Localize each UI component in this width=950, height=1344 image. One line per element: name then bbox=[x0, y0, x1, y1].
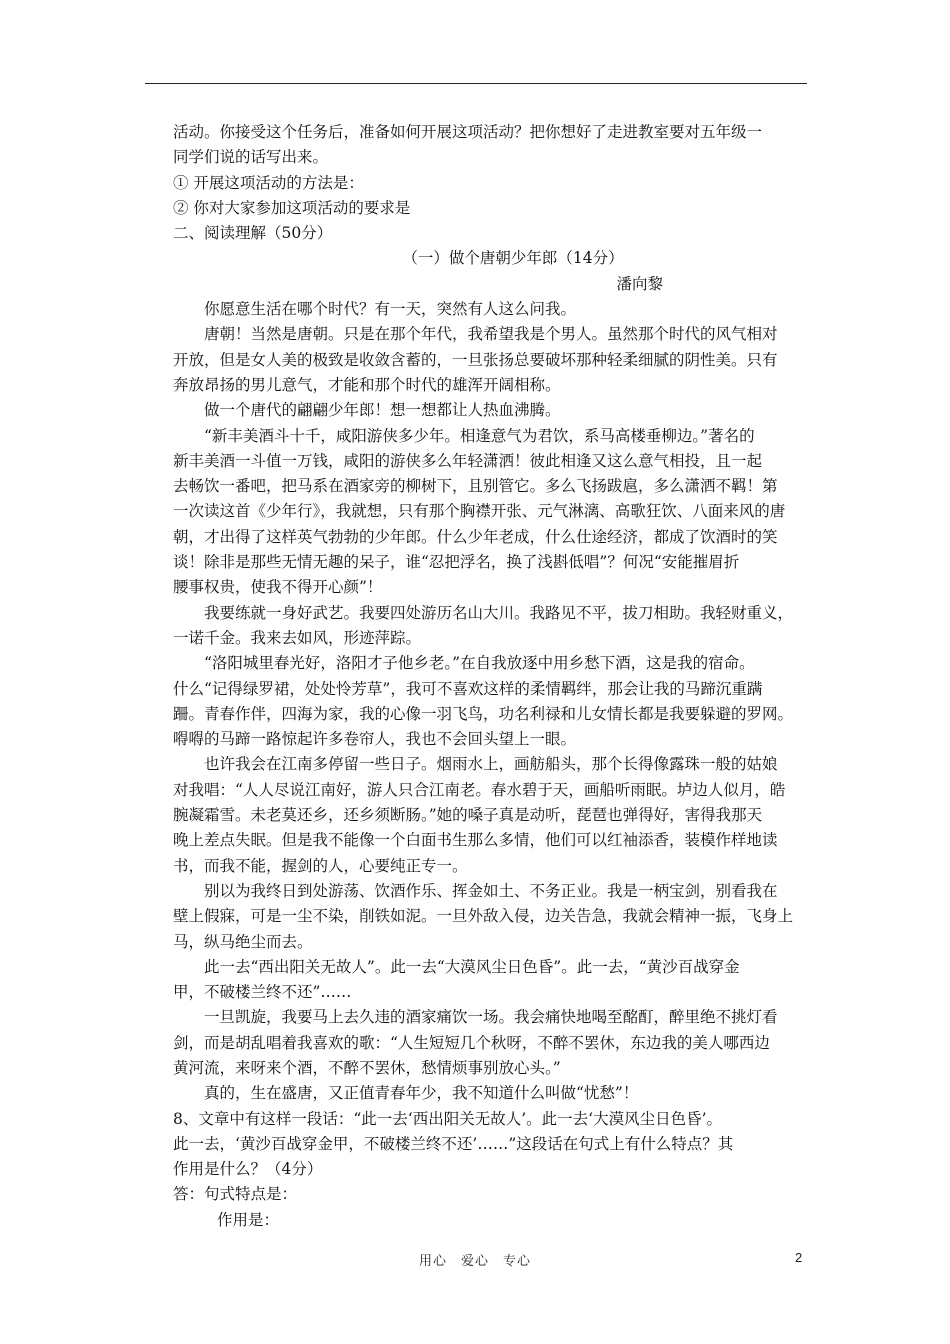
paragraph-line: 壁上假寐，可是一尘不染，削铁如泥。一旦外敌入侵，边关告急，我就会精神一振，飞身上 bbox=[173, 907, 794, 926]
paragraph-line: 别以为我终日到处游荡、饮酒作乐、挥金如土、不务正业。我是一柄宝剑，别看我在 bbox=[204, 881, 778, 900]
text-line: 同学们说的话写出来。 bbox=[173, 148, 329, 167]
text-line: ① 开展这项活动的方法是： bbox=[173, 173, 364, 192]
paragraph-line: 腰事权贵，使我不得开心颜”！ bbox=[173, 578, 383, 597]
paragraph-line: 黄河流，来呀来个酒，不醉不罢休，愁情烦事别放心头。” bbox=[173, 1058, 561, 1077]
paragraph-line: 剑，而是胡乱唱着我喜欢的歌：“人生短短几个秋呀，不醉不罢休，东边我的美人哪西边 bbox=[173, 1033, 770, 1052]
paragraph-line: 书，而我不能，握剑的人，心要纯正专一。 bbox=[173, 856, 468, 875]
paragraph-line: 一旦凯旋，我要马上去久违的酒家痛饮一场。我会痛快地喝至酩酊，醉里绝不挑灯看 bbox=[204, 1008, 778, 1027]
paragraph-line: 马，纵马绝尘而去。 bbox=[173, 932, 313, 951]
paragraph-line: 也许我会在江南多停留一些日子。烟雨水上，画舫船头，那个长得像露珠一般的姑娘 bbox=[204, 755, 778, 774]
paragraph-line: 一次读这首《少年行》，我就想，只有那个胸襟开张、元气淋漓、高歌狂饮、八面来风的唐 bbox=[173, 502, 786, 521]
answer-line: 作用是： bbox=[217, 1210, 280, 1229]
text-line: 活动。你接受这个任务后，准备如何开展这项活动？把你想好了走进教室要对五年级一 bbox=[173, 123, 763, 141]
section-heading: 二、阅读理解（50分） bbox=[173, 224, 333, 243]
document-body bbox=[173, 120, 813, 1233]
paragraph-line: 去畅饮一番吧，把马系在酒家旁的柳树下，且别管它。多么飞扬跋扈，多么潇洒不羁！第 bbox=[173, 477, 778, 496]
paragraph-line: 跚。青春作伴，四海为家，我的心像一羽飞鸟，功名利禄和儿女情长都是我要躲避的罗网。 bbox=[173, 704, 794, 723]
paragraph-line: 开放，但是女人美的极致是收敛含蓄的，一旦张扬总要破坏那种轻柔细腻的阴性美。只有 bbox=[173, 350, 778, 369]
text-line: ② 你对大家参加这项活动的要求是 bbox=[173, 198, 411, 217]
paragraph-line: 唐朝！当然是唐朝。只是在那个年代，我希望我是个男人。虽然那个时代的风气相对 bbox=[204, 325, 778, 344]
header-rule bbox=[145, 83, 807, 84]
paragraph-line: 此一去“西出阳关无故人”。此一去“大漠风尘日色昏”。此一去，“黄沙百战穿金 bbox=[204, 957, 740, 976]
paragraph-line: 晚上差点失眠。但是我不能像一个白面书生那么多情，他们可以红袖添香，装模作样地读 bbox=[173, 831, 778, 850]
paragraph-line: 我要练就一身好武艺。我要四处游历名山大川。我路见不平，拔刀相助。我轻财重义， bbox=[204, 603, 794, 622]
paragraph-line: 你愿意生活在哪个时代？有一天，突然有人这么问我。 bbox=[204, 300, 577, 319]
paragraph-line: 对我唱：“人人尽说江南好，游人只合江南老。春水碧于天，画船听雨眠。垆边人似月，皓 bbox=[173, 780, 786, 799]
question-line: 作用是什么？（4分） bbox=[173, 1160, 323, 1179]
page-number: 2 bbox=[795, 1250, 803, 1265]
paragraph-line: 真的，生在盛唐，又正值青春年少，我不知道什么叫做“忧愁”！ bbox=[204, 1084, 639, 1103]
answer-line: 答：句式特点是： bbox=[173, 1185, 298, 1204]
paragraph-line: 什么“记得绿罗裙，处处怜芳草”，我可不喜欢这样的柔情羁绊，那会让我的马蹄沉重蹒 bbox=[173, 679, 763, 698]
paragraph-line: 朝，才出得了这样英气勃勃的少年郎。什么少年老成，什么仕途经济，都成了饮酒时的笑 bbox=[173, 527, 778, 546]
article-title: （一）做个唐朝少年郎（14分） bbox=[402, 249, 624, 268]
article-author: 潘向黎 bbox=[616, 274, 663, 293]
question-line: 此一去，‘黄沙百战穿金甲，不破楼兰终不还’……”这段话在句式上有什么特点？其 bbox=[173, 1134, 734, 1153]
paragraph-line: 做一个唐代的翩翩少年郎！想一想都让人热血沸腾。 bbox=[204, 401, 561, 420]
question-line: 8、文章中有这样一段话：“此一去‘西出阳关无故人’。此一去‘大漠风尘日色昏’。 bbox=[173, 1109, 722, 1128]
paragraph-line: “新丰美酒斗十千，咸阳游侠多少年。相逢意气为君饮，系马高楼垂柳边。”著名的 bbox=[204, 426, 755, 445]
paragraph-line: 甲，不破楼兰终不还”…… bbox=[173, 983, 352, 1002]
paragraph-line: 腕凝霜雪。未老莫还乡，还乡须断肠。”她的嗓子真是动听，琵琶也弹得好，害得我那天 bbox=[173, 806, 763, 825]
paragraph-line: “洛阳城里春光好，洛阳才子他乡老。”在自我放逐中用乡愁下酒，这是我的宿命。 bbox=[204, 654, 755, 673]
paragraph-line: 嘚嘚的马蹄一路惊起许多卷帘人，我也不会回头望上一眼。 bbox=[173, 730, 577, 749]
paragraph-line: 一诺千金。我来去如风，形迹萍踪。 bbox=[173, 628, 422, 647]
paragraph-line: 谈！除非是那些无情无趣的呆子，谁“忍把浮名，换了浅斟低唱”？何况“安能摧眉折 bbox=[173, 553, 740, 572]
paragraph-line: 奔放昂扬的男儿意气，才能和那个时代的雄浑开阔相称。 bbox=[173, 375, 561, 394]
paragraph-line: 新丰美酒一斗值一万钱，咸阳的游侠多么年轻潇洒！彼此相逢又这么意气相投，且一起 bbox=[173, 451, 763, 470]
footer-text: 用心 爱心 专心 bbox=[418, 1254, 531, 1269]
